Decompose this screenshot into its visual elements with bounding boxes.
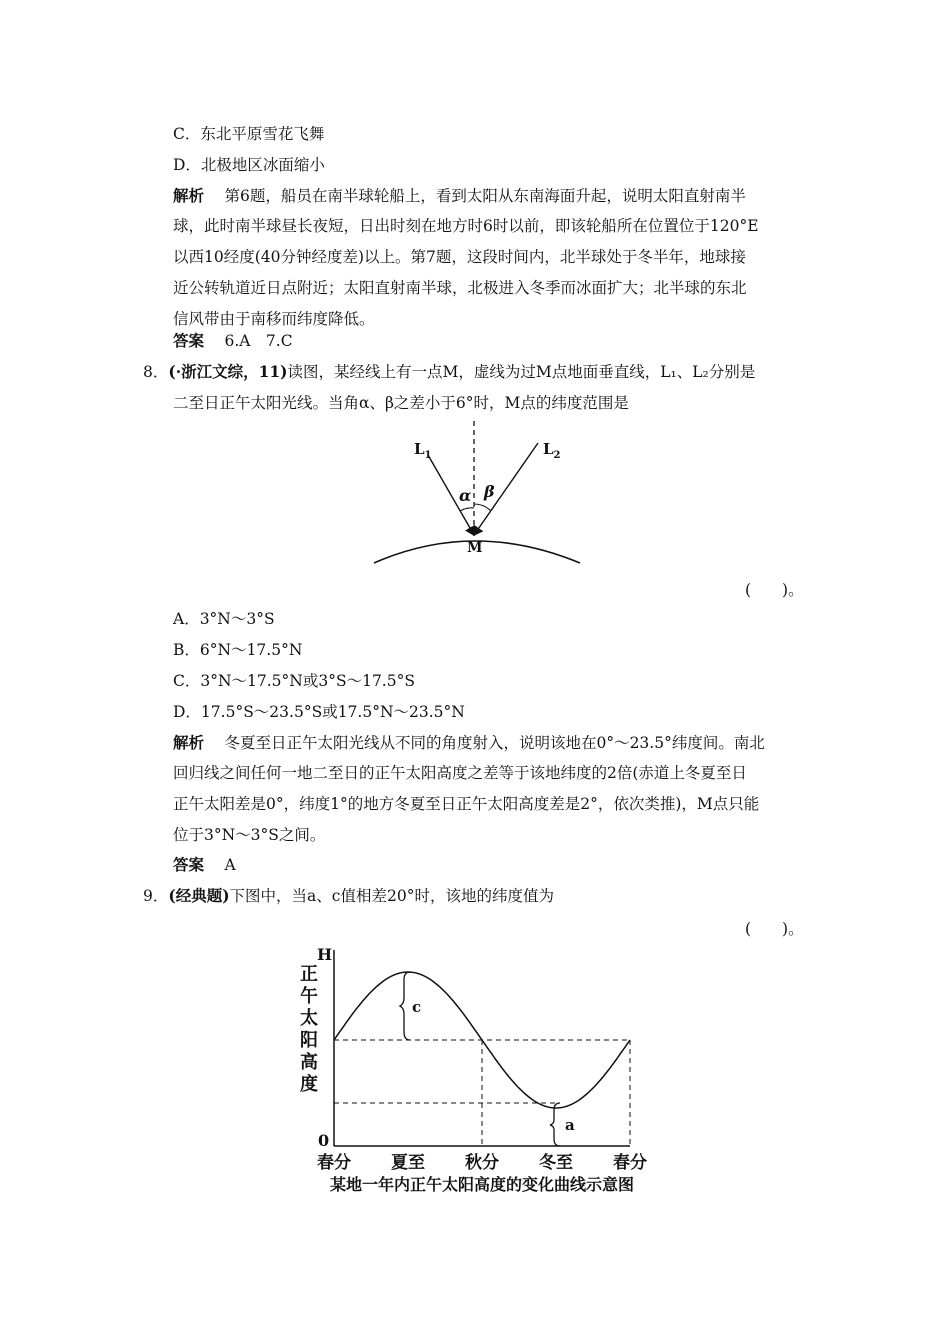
x-tick-label: 冬至 bbox=[539, 1153, 573, 1173]
y-axis-label-char: 正 bbox=[300, 964, 318, 985]
q8-answer bbox=[173, 855, 236, 875]
q7-option-c: C．东北平原雪花飞舞 bbox=[173, 125, 325, 143]
y-axis-label-char: 度 bbox=[300, 1074, 318, 1095]
q8-option-a: A．3°N～3°S bbox=[173, 610, 275, 628]
q8-option-c: C．3°N～17.5°N或3°S～17.5°S bbox=[173, 672, 415, 690]
answer-label: 答案 bbox=[173, 855, 205, 874]
y-axis-top-label: H bbox=[317, 945, 333, 964]
answer-value: 6.A 7.C bbox=[224, 332, 293, 350]
y-axis-label-char: 午 bbox=[300, 986, 318, 1007]
label-m: M bbox=[467, 540, 483, 556]
x-tick-label: 春分 bbox=[613, 1153, 647, 1173]
c-brace bbox=[400, 972, 410, 1040]
q7-analysis bbox=[173, 180, 805, 335]
q8-answer-parens: ( )。 bbox=[745, 581, 804, 599]
question-source: (经典题) bbox=[168, 886, 230, 905]
analysis-line: 近公转轨道近日点附近；太阳直射南半球，北极进入冬季而冰面扩大；北半球的东北 bbox=[173, 279, 747, 297]
answer-value: A bbox=[224, 856, 236, 874]
label-alpha: α bbox=[459, 486, 472, 505]
analysis-line: 冬夏至日正午太阳光线从不同的角度射入，说明该地在0°～23.5°纬度间。南北 bbox=[224, 734, 765, 752]
y-axis-label bbox=[300, 964, 318, 1095]
analysis-line: 回归线之间任何一地二至日的正午太阳高度之差等于该地纬度的2倍(赤道上冬夏至日 bbox=[173, 764, 747, 782]
y-axis-label-char: 太 bbox=[300, 1008, 318, 1029]
q8-figure bbox=[360, 415, 590, 575]
label-l1: $L_1$ bbox=[414, 440, 432, 461]
x-tick-labels bbox=[317, 1152, 647, 1173]
question-number: 8． bbox=[143, 363, 169, 381]
q9-answer-parens: ( )。 bbox=[745, 920, 804, 938]
q9-stem bbox=[143, 886, 554, 906]
question-source: (·浙江文综，11) bbox=[168, 362, 288, 381]
question-number: 9． bbox=[143, 887, 169, 905]
angle-alpha-arc bbox=[460, 508, 474, 511]
x-tick-label: 夏至 bbox=[391, 1153, 425, 1173]
answer-label: 答案 bbox=[173, 331, 205, 350]
y-axis-label-char: 阳 bbox=[300, 1030, 318, 1051]
angle-beta-arc bbox=[474, 504, 491, 511]
question-stem: 下图中，当a、c值相差20°时，该地的纬度值为 bbox=[229, 887, 554, 905]
analysis-line: 以西10经度(40分钟经度差)以上。第7题，这段时间内，北半球处于冬半年，地球接 bbox=[173, 248, 746, 266]
label-beta: β bbox=[484, 482, 495, 501]
label-a: a bbox=[565, 1116, 575, 1134]
y-origin-label: 0 bbox=[318, 1131, 330, 1150]
analysis-line: 信风带由于南移而纬度降低。 bbox=[173, 310, 375, 328]
x-tick-label: 春分 bbox=[317, 1153, 351, 1173]
a-brace bbox=[550, 1103, 560, 1146]
analysis-label: 解析 bbox=[173, 186, 205, 205]
chart-title: 某地一年内正午太阳高度的变化曲线示意图 bbox=[329, 1175, 635, 1194]
q8-stem-line1 bbox=[143, 362, 755, 382]
q9-chart bbox=[290, 940, 670, 1200]
q8-option-b: B．6°N～17.5°N bbox=[173, 641, 303, 659]
analysis-line: 位于3°N～3°S之间。 bbox=[173, 826, 326, 844]
q7-answer bbox=[173, 331, 293, 351]
analysis-line: 球，此时南半球昼长夜短，日出时刻在地方时6时以前，即该轮船所在位置位于120°E bbox=[173, 217, 759, 235]
x-tick-label: 秋分 bbox=[465, 1153, 499, 1173]
analysis-label: 解析 bbox=[173, 733, 205, 752]
q8-stem-line2: 二至日正午太阳光线。当角α、β之差小于6°时，M点的纬度范围是 bbox=[173, 394, 629, 412]
label-l2: $L_2$ bbox=[543, 440, 561, 461]
analysis-line: 第6题，船员在南半球轮船上，看到太阳从东南海面升起，说明太阳直射南半 bbox=[224, 187, 746, 205]
analysis-line: 正午太阳差是0°，纬度1°的地方冬夏至日正午太阳高度差是2°，依次类推)，M点只能 bbox=[173, 795, 760, 813]
q8-analysis bbox=[173, 727, 805, 851]
question-stem: 读图，某经线上有一点M，虚线为过M点地面垂直线，L₁、L₂分别是 bbox=[287, 363, 756, 381]
y-axis-label-char: 高 bbox=[300, 1052, 318, 1073]
label-c: c bbox=[412, 998, 422, 1016]
q7-option-d: D．北极地区冰面缩小 bbox=[173, 156, 325, 174]
q8-option-d: D．17.5°S～23.5°S或17.5°N～23.5°N bbox=[173, 703, 465, 721]
